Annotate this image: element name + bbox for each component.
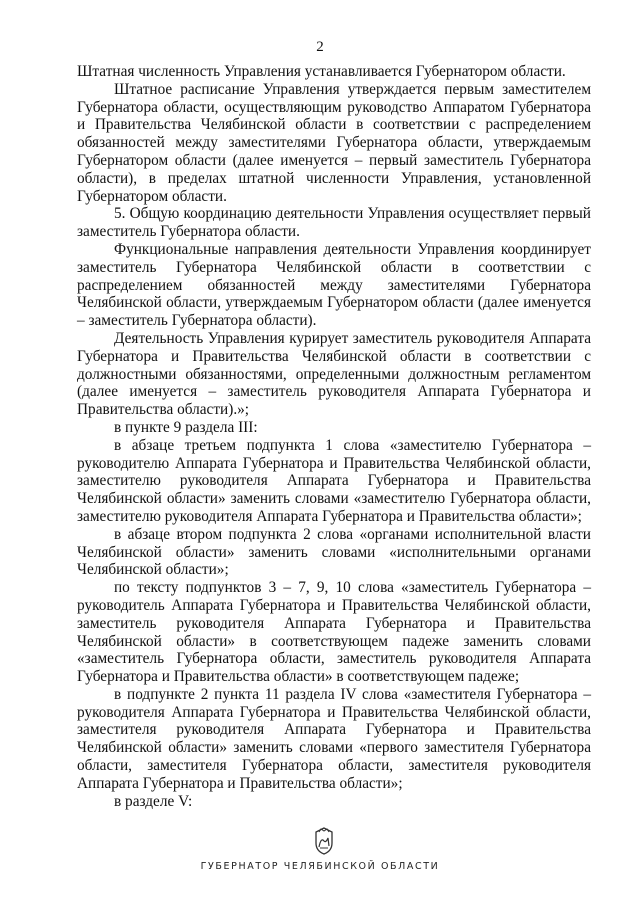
paragraph-section-v: в разделе V:	[114, 792, 193, 810]
paragraph-subpoints-3-10: по тексту подпунктов 3 – 7, 9, 10 слова «заместитель Губернатора – руководитель Аппарата Губернатора и Правительства Челябинской области, заместитель руководителя Аппарата Губернатора и Правительства Челябинской области» в соответствующем падеже заменить словами «заместитель Губернатора области, заместитель руководителя Аппарата Губернатора и Правительства области» в соответствующем падеже;	[77, 579, 591, 686]
document-body	[77, 63, 591, 810]
paragraph-subpoint-1: в абзаце третьем подпункта 1 слова «заместителю Губернатора – руководителю Аппарата Губернатора и Правительства Челябинской области, заместителю руководителя Аппарата Губернатора и Правительства Челябинской области» заменить словами «заместителю Губернатора области, заместителю руководителя Аппарата Губернатора и Правительства области»;	[77, 436, 591, 525]
page-number: 2	[316, 39, 324, 55]
paragraph-subpoint-2: в абзаце втором подпункта 2 слова «органами исполнительной власти Челябинской области» заменить словами «исполнительными органами Челябинской области»;	[77, 525, 591, 579]
paragraph-general-coordination: 5. Общую координацию деятельности Управления осуществляет первый заместитель Губернатора области.	[77, 205, 591, 241]
coat-of-arms-icon	[311, 826, 337, 856]
paragraph-staff-schedule: Штатное расписание Управления утверждается первым заместителем Губернатора области, осуществляющим руководство Аппаратом Губернатора и Правительства Челябинской области в соответствии с распределением обязанностей между заместителями Губернатора области, утверждаемым Губернатором области (далее именуется – первый заместитель Губернатора области), в пределах штатной численности Управления, установленной Губернатором области.	[77, 80, 591, 205]
paragraph-point-9: в пункте 9 раздела III:	[114, 418, 258, 436]
footer-caption: ГУБЕРНАТОР ЧЕЛЯБИНСКОЙ ОБЛАСТИ	[200, 861, 440, 872]
paragraph-functional-areas: Функциональные направления деятельности Управления координирует заместитель Губернатора Челябинской области в соответствии с распределением обязанностей между заместителями Губернатора Челябинской области, утверждаемым Губернатором области (далее именуется – заместитель Губернатора области).	[77, 240, 591, 330]
paragraph-point-11: в подпункте 2 пункта 11 раздела IV слова «заместителя Губернатора – руководителя Аппарата Губернатора и Правительства Челябинской области, заместителя руководителя Аппарата Губернатора и Правительства Челябинской области» заменить словами «первого заместителя Губернатора области, заместителя Губернатора области, заместителя руководителя Аппарата Губернатора и Правительства области»;	[77, 685, 591, 792]
paragraph-staff-size: Штатная численность Управления устанавливается Губернатором области.	[77, 63, 566, 80]
paragraph-supervision: Деятельность Управления курирует заместитель руководителя Аппарата Губернатора и Правительства Челябинской области в соответствии с должностными обязанностями, определенными должностным регламентом (далее именуется – заместитель руководителя Аппарата Губернатора и Правительства области).»;	[77, 329, 591, 419]
